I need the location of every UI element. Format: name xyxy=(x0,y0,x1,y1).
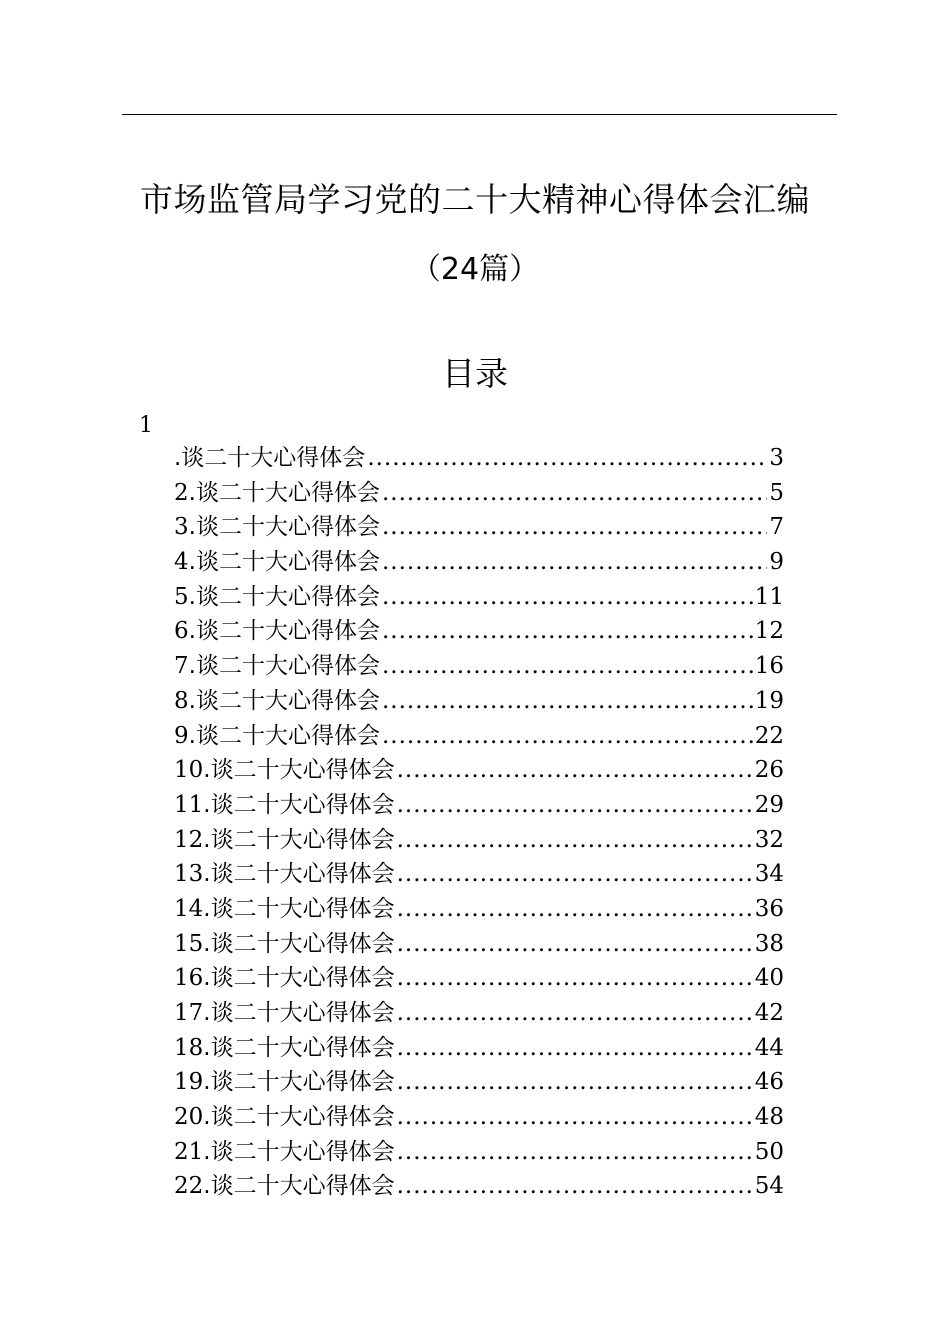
toc-entry-page: 50 xyxy=(754,1138,784,1165)
document-subtitle: （24篇） xyxy=(410,252,540,287)
toc-entry[interactable] xyxy=(174,1065,784,1100)
toc-leader-dots xyxy=(382,719,753,754)
toc-entry-page: 36 xyxy=(754,895,784,922)
toc-leader-dots xyxy=(397,927,753,962)
table-of-contents xyxy=(174,441,784,1204)
toc-entry-page: 3 xyxy=(769,445,784,471)
toc-entry-label: .谈二十大心得体会 xyxy=(203,965,395,992)
toc-entry-label: .谈二十大心得体会 xyxy=(203,791,395,818)
toc-entry-label: .谈二十大心得体会 xyxy=(174,445,366,471)
toc-entry[interactable] xyxy=(174,857,784,892)
toc-leader-dots xyxy=(382,545,767,580)
toc-entry-number: 10 xyxy=(174,757,204,784)
toc-leader-dots xyxy=(397,1031,753,1066)
toc-entry-number: 13 xyxy=(174,861,204,888)
toc-entry-number: 2 xyxy=(174,479,189,506)
toc-entry-label: .谈二十大心得体会 xyxy=(203,1138,395,1165)
toc-entry[interactable] xyxy=(174,1135,784,1170)
toc-entry-page: 38 xyxy=(754,930,784,957)
toc-entry-label: .谈二十大心得体会 xyxy=(188,687,380,714)
toc-entry[interactable] xyxy=(174,614,784,649)
toc-entry-page: 48 xyxy=(754,1104,784,1131)
toc-entry-label: .谈二十大心得体会 xyxy=(188,549,380,576)
toc-entry-label: .谈二十大心得体会 xyxy=(188,722,380,749)
toc-entry-label: .谈二十大心得体会 xyxy=(203,1173,395,1200)
toc-entry[interactable] xyxy=(174,719,784,754)
toc-entry-page: 7 xyxy=(769,514,784,541)
toc-leader-dots xyxy=(397,857,753,892)
toc-entry[interactable] xyxy=(174,823,784,858)
toc-entry[interactable] xyxy=(174,476,784,511)
toc-entry-number: 18 xyxy=(174,1034,204,1061)
toc-entry-label: .谈二十大心得体会 xyxy=(188,514,380,541)
toc-leader-dots xyxy=(382,649,753,684)
toc-leader-dots xyxy=(382,476,767,511)
toc-entry-number: 4 xyxy=(174,549,189,576)
toc-entry-page: 40 xyxy=(754,965,784,992)
toc-entry[interactable] xyxy=(174,753,784,788)
toc-leader-dots xyxy=(397,892,753,927)
toc-entry-page: 19 xyxy=(754,687,784,714)
toc-leader-dots xyxy=(382,614,753,649)
toc-entry[interactable] xyxy=(174,788,784,823)
toc-entry-number: 17 xyxy=(174,1000,204,1026)
toc-entry-label: .谈二十大心得体会 xyxy=(188,618,380,645)
toc-entry[interactable] xyxy=(174,1100,784,1135)
toc-entry-label: .谈二十大心得体会 xyxy=(203,1104,395,1131)
toc-entry-number: 6 xyxy=(174,618,189,645)
toc-entry-number: 8 xyxy=(174,687,189,714)
toc-entry[interactable] xyxy=(174,545,784,580)
toc-entry-page: 16 xyxy=(754,653,784,680)
toc-entry-page: 26 xyxy=(754,757,784,784)
toc-entry-page: 12 xyxy=(754,618,784,645)
toc-leader-dots xyxy=(382,510,767,545)
toc-entry[interactable] xyxy=(174,1169,784,1204)
toc-entry[interactable] xyxy=(174,649,784,684)
toc-leader-dots xyxy=(397,1169,753,1204)
toc-leader-dots xyxy=(397,823,753,858)
toc-entry-number: 15 xyxy=(174,930,204,957)
toc-entry-label: .谈二十大心得体会 xyxy=(203,861,395,888)
toc-entry-number: 12 xyxy=(174,826,204,853)
toc-entry[interactable] xyxy=(174,961,784,996)
toc-entry-page: 29 xyxy=(754,791,784,818)
toc-entry-page: 32 xyxy=(754,826,784,853)
toc-entry[interactable] xyxy=(174,510,784,545)
toc-entry-page: 9 xyxy=(769,549,784,576)
toc-entry-label: .谈二十大心得体会 xyxy=(203,895,395,922)
toc-entry-page: 46 xyxy=(754,1069,784,1096)
toc-entry-number: 19 xyxy=(174,1069,204,1096)
toc-leader-dots xyxy=(382,580,753,615)
toc-entry-page: 11 xyxy=(754,583,784,610)
toc-entry-number: 7 xyxy=(174,653,189,680)
toc-leader-dots xyxy=(367,441,767,476)
toc-entry-number: 22 xyxy=(174,1173,204,1200)
toc-leader-dots xyxy=(397,961,753,996)
toc-entry[interactable] xyxy=(174,892,784,927)
toc-entry-number: 20 xyxy=(174,1104,204,1131)
toc-entry[interactable] xyxy=(174,927,784,962)
toc-entry[interactable] xyxy=(174,580,784,615)
toc-entry-number: 5 xyxy=(174,583,189,610)
toc-leader-dots xyxy=(397,1100,753,1135)
document-title: 市场监管局学习党的二十大精神心得体会汇编 xyxy=(140,180,810,219)
toc-entry-page: 34 xyxy=(754,861,784,888)
toc-entry-number: 21 xyxy=(174,1138,204,1165)
stray-number: 1 xyxy=(139,413,153,438)
toc-entry-label: .谈二十大心得体会 xyxy=(203,930,395,957)
toc-entry-label: .谈二十大心得体会 xyxy=(203,757,395,784)
toc-leader-dots xyxy=(397,753,753,788)
toc-entry-page: 44 xyxy=(754,1034,784,1061)
toc-leader-dots xyxy=(397,996,753,1031)
toc-entry-label: .谈二十大心得体会 xyxy=(203,1000,395,1026)
header-rule xyxy=(122,114,837,115)
toc-entry-number: 11 xyxy=(174,791,204,818)
toc-entry-page: 42 xyxy=(754,1000,784,1026)
toc-entry-label: .谈二十大心得体会 xyxy=(203,826,395,853)
toc-entry-label: .谈二十大心得体会 xyxy=(203,1069,395,1096)
toc-entry[interactable] xyxy=(174,441,784,476)
toc-entry-label: .谈二十大心得体会 xyxy=(203,1034,395,1061)
toc-leader-dots xyxy=(397,1135,753,1170)
toc-entry-label: .谈二十大心得体会 xyxy=(188,653,380,680)
toc-entry-label: .谈二十大心得体会 xyxy=(188,583,380,610)
toc-entry-page: 22 xyxy=(754,722,784,749)
toc-entry[interactable] xyxy=(174,1031,784,1066)
toc-entry-number: 9 xyxy=(174,722,189,749)
toc-entry-label: .谈二十大心得体会 xyxy=(188,479,380,506)
toc-leader-dots xyxy=(397,1065,753,1100)
toc-leader-dots xyxy=(397,788,753,823)
toc-heading: 目录 xyxy=(442,354,508,393)
toc-entry-number: 3 xyxy=(174,514,189,541)
toc-entry-page: 5 xyxy=(769,479,784,506)
toc-entry-page: 54 xyxy=(754,1173,784,1200)
toc-entry-number: 14 xyxy=(174,895,204,922)
toc-entry-number: 16 xyxy=(174,965,204,992)
toc-leader-dots xyxy=(382,684,753,719)
toc-entry[interactable] xyxy=(174,996,784,1031)
toc-entry[interactable] xyxy=(174,684,784,719)
